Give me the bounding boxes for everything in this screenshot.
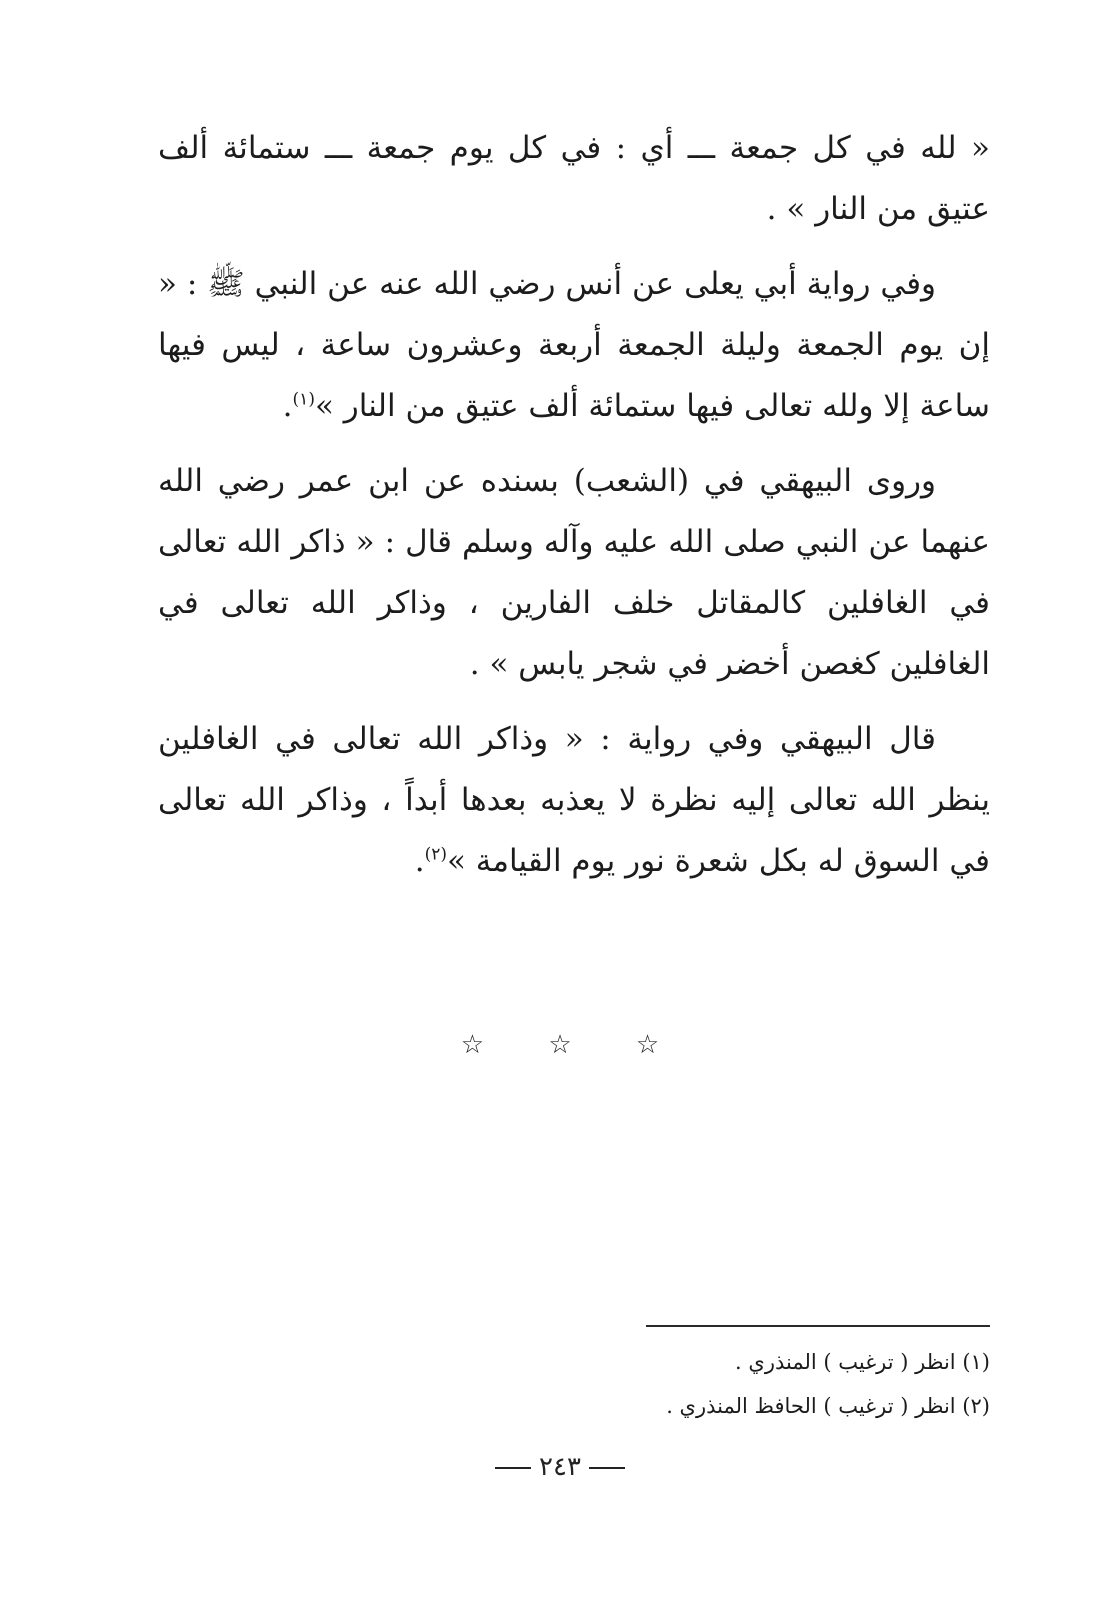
star-icon: ☆ bbox=[548, 1030, 572, 1060]
paragraph-1-text: « لله في كل جمعة ـــ أي : في كل يوم جمعة ـــ ستمائة ألف عتيق من النار » . bbox=[158, 130, 990, 227]
paragraph-4: قال البيهقي وفي رواية : « وذاكر الله تعالى في الغافلين ينظر الله تعالى إليه نظرة لا يعذبه بعدها أبداً ، وذاكر الله تعالى في السوق له بكل شعرة نور يوم القيامة »$^{(٢)}$. bbox=[158, 721, 990, 879]
footnote-1: (١) انظر ( ترغيب ) المنذري . bbox=[735, 1350, 990, 1374]
footnotes bbox=[290, 1340, 990, 1428]
paragraph-2: وفي رواية أبي يعلى عن أنس رضي الله عنه عن النبي ﷺ : « إن يوم الجمعة وليلة الجمعة أربعة وعشرون ساعة ، ليس فيها ساعة إلا ولله تعالى فيها ستمائة ألف عتيق من النار »$^{(١)}$. bbox=[158, 266, 990, 424]
paragraph-3 bbox=[158, 451, 990, 695]
footnote-divider bbox=[646, 1325, 990, 1327]
footnote-ref-1: (١) bbox=[292, 389, 315, 410]
footnote-ref-2: (٢) bbox=[424, 844, 447, 865]
star-icon: ☆ bbox=[635, 1030, 660, 1060]
page-number-value: ٢٤٣ bbox=[539, 1452, 581, 1482]
footnote-2: (٢) انظر ( ترغيب ) الحافظ المنذري . bbox=[666, 1394, 990, 1418]
paragraph-2-text: وفي رواية أبي يعلى عن أنس رضي الله عنه عن النبي ﷺ : « إن يوم الجمعة وليلة الجمعة أربعة وعشرون ساعة ، ليس فيها ساعة إلا ولله تعالى فيها ستمائة ألف عتيق من النار » bbox=[158, 266, 990, 424]
star-icon: ☆ bbox=[460, 1030, 485, 1060]
paragraph-1 bbox=[158, 118, 990, 240]
page-number-dash bbox=[589, 1467, 625, 1469]
main-text bbox=[158, 118, 990, 906]
section-separator bbox=[0, 1030, 1120, 1060]
paragraph-4-text: قال البيهقي وفي رواية : « وذاكر الله تعالى في الغافلين ينظر الله تعالى إليه نظرة لا يعذبه بعدها أبداً ، وذاكر الله تعالى في السوق له بكل شعرة نور يوم القيامة » bbox=[158, 721, 990, 879]
page-number bbox=[0, 1452, 1120, 1482]
paragraph-3-text: وروى البيهقي في (الشعب) بسنده عن ابن عمر رضي الله عنهما عن النبي صلى الله عليه وآله وسلم قال : « ذاكر الله تعالى في الغافلين كالمقاتل خلف الفارين ، وذاكر الله تعالى في الغافلين كغصن أخضر في شجر يابس » . bbox=[158, 463, 990, 682]
page-number-dash bbox=[495, 1467, 531, 1469]
